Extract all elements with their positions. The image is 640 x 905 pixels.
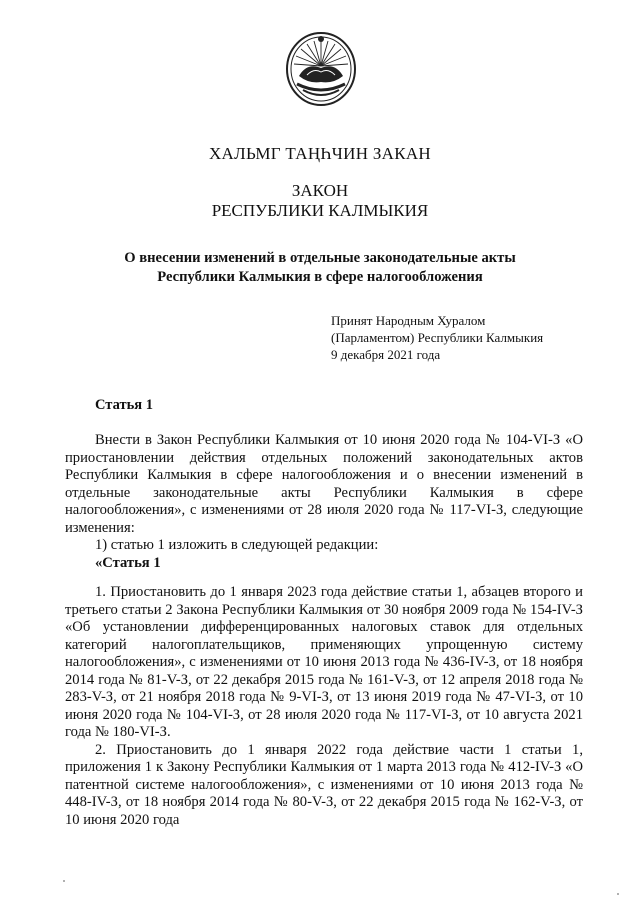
scan-speck <box>617 893 619 895</box>
article-1-intro: Внести в Закон Республики Калмыкия от 10 июня 2020 года № 104-VI-З «О приостановлении действия отдельных положений законодательных актов Республики Калмыкия в сфере налогообложения и о внесении изменений в отдельные законодательные акты Республики Калмыкия в сфере налогообложения», с изменениями от 28 июля 2020 года № 117-VI-З, следующие изменения: <box>65 432 583 536</box>
paragraph-2: 2. Приостановить до 1 января 2022 года действие части 1 статьи 1, приложения 1 к Закону Республики Калмыкия от 1 марта 2013 года № 412-IV-З «О патентной системе налогообложения», с изменениями от 10 июня 2013 года № 448-IV-З, от 18 ноября 2014 года № 80-V-З, от 22 декабря 2015 года № 162-V-З, от 10 июня 2020 года <box>65 741 583 828</box>
adoption-note <box>331 312 543 363</box>
item-1-text: 1) статью 1 изложить в следующей редакции: <box>95 537 379 553</box>
article-1-heading: Статья 1 <box>95 397 153 413</box>
law-label: ЗАКОН <box>291 181 349 200</box>
kalmyk-law-title: ХАЛЬМГ ТАҢҺЧИН ЗАКАН <box>208 144 432 163</box>
adoption-line-1: Принят Народным Хуралом <box>331 313 486 328</box>
coat-of-arms-emblem <box>283 28 359 108</box>
adoption-date: 9 декабря 2021 года <box>331 347 441 362</box>
adoption-line-2: (Парламентом) Республики Калмыкия <box>331 330 544 345</box>
article-1-body <box>65 432 583 572</box>
quoted-article-heading: «Статья 1 <box>95 554 161 571</box>
quoted-article-body <box>65 584 583 829</box>
scan-speck <box>63 880 65 882</box>
paragraph-1: 1. Приостановить до 1 января 2023 года действие статьи 1, абзацев второго и третьего статьи 2 Закона Республики Калмыкия от 30 ноября 2009 года № 154-IV-З «Об установлении дифференцированных налоговых ставок для отдельных категорий налогоплательщиков, применяющих упрощенную систему налогообложения», с изменениями от 10 июня 2013 года № 436-IV-З, от 18 ноября 2014 года № 81-V-З, от 22 декабря 2015 года № 161-V-З, от 12 апреля 2018 года № 283-V-З, от 21 ноября 2018 года № 9-VI-З, от 13 июня 2019 года № 47-VI-З, от 10 июня 2020 года № 104-VI-З, от 28 июля 2020 года № 117-VI-З, от 10 августа 2021 года № 180-VI-З. <box>65 584 583 740</box>
law-subject-line-2: Республики Калмыкия в сфере налогообложения <box>157 269 483 285</box>
law-subject-line-1: О внесении изменений в отдельные законодательные акты <box>124 250 516 266</box>
republic-label: РЕСПУБЛИКИ КАЛМЫКИЯ <box>211 201 429 220</box>
